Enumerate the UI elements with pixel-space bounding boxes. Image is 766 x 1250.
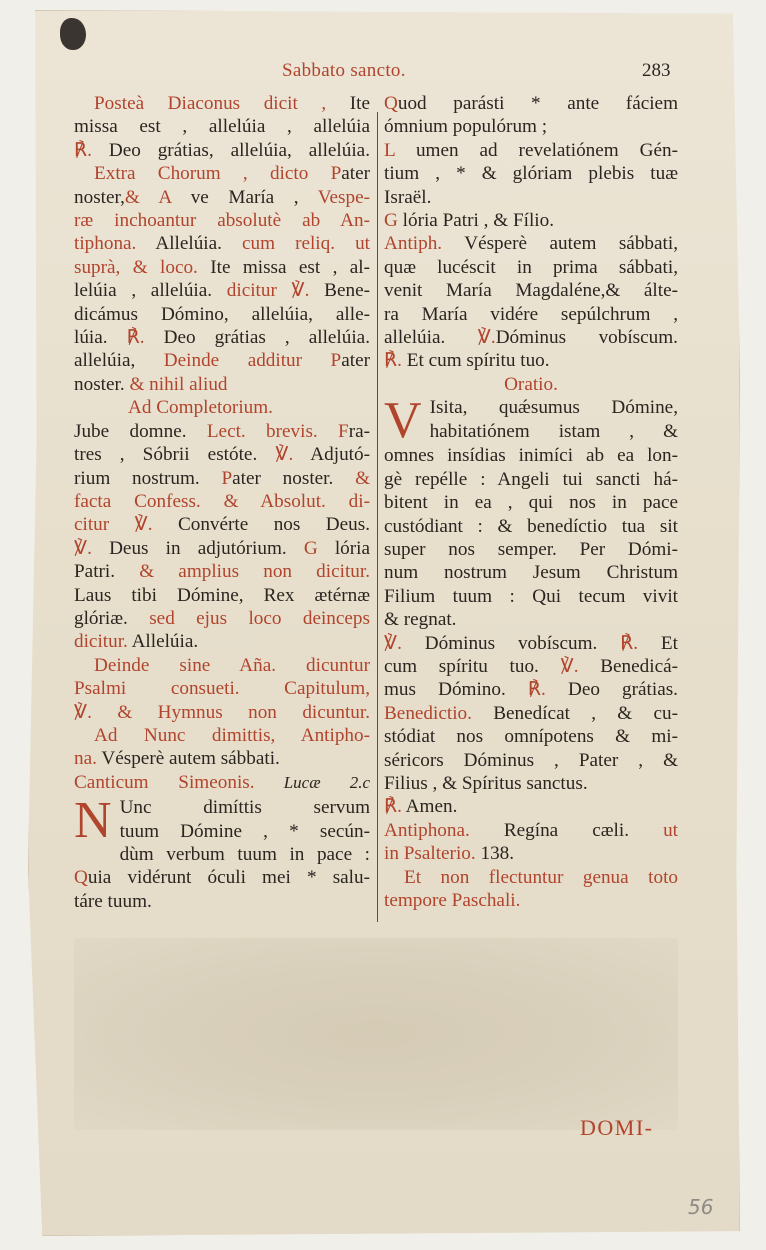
text-line: [74, 209, 370, 232]
body-text: lelúia , allelúia.: [74, 280, 213, 302]
rubric-text: P: [302, 350, 342, 372]
body-text: Allelúia.: [136, 233, 222, 255]
text-line: [384, 725, 678, 748]
body-text: ve María ,: [171, 186, 299, 208]
body-text: Vésperè autem sábbati.: [96, 748, 280, 770]
pencil-note: 56: [688, 1195, 714, 1219]
rubric-text: tiphona.: [74, 233, 137, 255]
text-line: [384, 749, 678, 772]
text-line: [74, 279, 370, 302]
canticle-lines: [74, 792, 370, 913]
page-number: 283: [642, 60, 671, 81]
catchword: DOMI-: [580, 1115, 654, 1140]
text-line: [74, 162, 370, 185]
rubric-text: citur ℣.: [74, 514, 153, 536]
body-text: lória: [317, 537, 370, 559]
text-line: [74, 866, 370, 889]
text-line: [74, 92, 370, 115]
body-text: tium , * & glóriam plebis tuæ: [384, 163, 678, 185]
text-line: [430, 396, 678, 419]
body-text: 138.: [475, 843, 515, 865]
body-text: Israël.: [384, 186, 432, 208]
oratio-block: [384, 392, 678, 450]
faded-vignette-area: [74, 938, 678, 1130]
text-line: [74, 607, 370, 630]
text-line: [74, 560, 370, 583]
body-text: lúia.: [74, 327, 108, 349]
body-text: noster,: [74, 186, 125, 208]
rubric-text: G: [384, 210, 398, 232]
text-line: [384, 561, 678, 584]
rubric-text: facta Confess. & Absolut. di-: [74, 490, 370, 512]
text-line: [384, 632, 678, 655]
rubric-text: ræ inchoantur absolutè ab An-: [74, 210, 370, 232]
body-text: uod parásti * ante fáciem: [397, 93, 678, 114]
body-text: ater noster.: [232, 467, 334, 489]
right-lines-bottom: [384, 444, 678, 912]
body-text: noster.: [74, 373, 125, 395]
rubric-text: P: [308, 163, 342, 185]
text-line: [384, 608, 678, 631]
rubric-text: ℟.: [384, 350, 402, 372]
text-line: [74, 701, 370, 724]
text-line: [384, 279, 678, 302]
body-text: bitent in ea , qui nos in pace: [384, 492, 678, 514]
drop-cap-n: N: [74, 792, 112, 850]
body-text: tuum Dómine , * secún-: [119, 820, 370, 842]
rubric-text: tempore Paschali.: [384, 890, 521, 911]
body-text: ater: [341, 163, 370, 185]
rubric-text: dicitur.: [74, 631, 128, 653]
body-text: gè repélle : Angeli tui sancti há-: [384, 468, 678, 490]
text-line: [430, 420, 678, 443]
text-line: [384, 538, 678, 561]
body-text: Filius , & Spíritus sanctus.: [384, 772, 588, 794]
rubric-text: ℟.: [74, 139, 92, 161]
text-line: [384, 491, 678, 514]
rubric-text: Antiph.: [384, 233, 443, 255]
rubric-text: ℣.: [538, 655, 579, 677]
body-text: Deo grátias , allelúia.: [144, 327, 370, 349]
text-line: [384, 115, 678, 138]
body-text: Dóminus vobíscum.: [495, 327, 678, 349]
body-text: habitatiónem istam , &: [429, 420, 678, 442]
body-text: Et cum spíritu tuo.: [401, 350, 550, 372]
text-line: [74, 186, 370, 209]
body-text: venit María Magdaléne,& álte-: [384, 280, 678, 302]
body-text: rium nostrum.: [74, 467, 200, 489]
body-text: Patri.: [74, 561, 116, 583]
text-line: [384, 702, 678, 725]
text-line: [74, 467, 370, 490]
text-line: [384, 795, 678, 818]
text-line: [74, 349, 370, 372]
body-text: missa est , allelúia , allelúia: [74, 116, 370, 138]
body-text: tres , Sóbrii estóte.: [74, 444, 258, 466]
left-column: [74, 92, 370, 913]
rubric-text: ℣.: [384, 632, 402, 654]
rubric-text: Canticum Simeonis.: [74, 771, 255, 793]
rubric-text: Q: [384, 93, 398, 114]
body-text: Convérte nos Deus.: [152, 514, 370, 536]
text-line: [384, 655, 678, 678]
body-text: Deo grátias.: [545, 679, 678, 701]
rubric-text: cum reliq. ut: [221, 233, 370, 255]
body-text: Vésperè autem sábbati,: [442, 233, 678, 255]
rubric-text: Et non flectuntur genua toto: [404, 866, 678, 888]
body-text: & regnat.: [384, 609, 457, 631]
text-line: [74, 443, 370, 466]
text-line: [74, 654, 370, 677]
rubric-text: Benedictio.: [384, 702, 472, 724]
text-line: [74, 724, 370, 747]
body-text: séricors Dóminus , Pater , &: [384, 749, 678, 771]
text-line: [384, 92, 678, 115]
rubric-text: Ad Nunc dimittis, Antipho-: [94, 724, 370, 746]
rubric-text: ℟.: [505, 679, 546, 701]
body-text: Benedicá-: [578, 655, 678, 677]
rubric-text: &: [333, 467, 370, 489]
body-text: Bene-: [309, 280, 370, 302]
canticle-block: [74, 792, 370, 913]
text-line: [384, 326, 678, 349]
rubric-text: L: [384, 139, 396, 161]
body-text: Deus in adjutórium.: [91, 537, 287, 559]
text-line: [384, 585, 678, 608]
body-text: dùm verbum tuum in pace :: [119, 844, 370, 865]
body-text: ra-: [348, 420, 370, 442]
right-column: [384, 92, 678, 912]
rubric-text: Ad Completorium.: [128, 397, 273, 419]
text-line: [74, 537, 370, 560]
body-text: glóriæ.: [74, 607, 128, 629]
text-line: [74, 513, 370, 536]
running-title: Sabbato sancto.: [282, 60, 406, 81]
rubric-text: Oratio.: [504, 373, 558, 395]
drop-cap-v: V: [384, 392, 422, 450]
text-line: [74, 420, 370, 443]
body-text: allelúia,: [74, 350, 136, 372]
text-line: [120, 843, 370, 866]
text-line: [74, 630, 370, 653]
rubric-text: G: [286, 537, 318, 559]
rubric-text: Extra Chorum , dicto: [94, 163, 309, 185]
rubric-text: Psalmi consueti. Capitulum,: [74, 678, 370, 700]
rubric-text: ℣.: [257, 444, 294, 466]
text-line: [74, 771, 370, 794]
text-line: [74, 303, 370, 326]
body-text: cum spíritu tuo.: [384, 655, 539, 677]
body-text: Benedícat , & cu-: [471, 702, 678, 724]
text-line: [74, 373, 370, 396]
body-text: super nos semper. Per Dómi-: [384, 538, 678, 560]
rubric-text: ℣.: [74, 537, 92, 559]
text-line: [384, 515, 678, 538]
text-line: [74, 396, 370, 419]
text-line: [384, 162, 678, 185]
rubric-text: sed ejus loco deinceps: [127, 607, 370, 629]
rubric-text: Deinde sine Aña. dicuntur: [94, 654, 370, 676]
text-line: [74, 115, 370, 138]
oratio-lines: [384, 392, 678, 450]
body-text: num nostrum Jesum Christum: [384, 562, 678, 584]
rubric-text: Deinde additur: [135, 350, 303, 372]
body-text: Dóminus vobíscum.: [401, 632, 598, 654]
text-line: [74, 326, 370, 349]
body-text: lória Patri , & Fílio.: [397, 210, 555, 232]
text-line: [384, 139, 678, 162]
body-text: mus Dómino.: [384, 679, 506, 701]
body-text: custódiant : & benedíctio tua sit: [384, 515, 678, 537]
body-text: Deo grátias, allelúia, allelúia.: [91, 139, 370, 161]
ink-stain: [60, 18, 86, 50]
text-line: [384, 373, 678, 396]
rubric-text: F: [317, 420, 349, 442]
right-lines-top: [384, 92, 678, 396]
rubric-text: Posteà Diaconus dicit ,: [94, 93, 327, 114]
text-line: [384, 232, 678, 255]
rubric-text: & nihil aliud: [124, 373, 228, 395]
text-line: [74, 490, 370, 513]
body-text: táre tuum.: [74, 890, 152, 912]
rubric-text: Antiphona.: [384, 819, 470, 841]
text-line: [384, 209, 678, 232]
text-line: [74, 584, 370, 607]
body-text: dicámus Dómino, allelúia, alle-: [74, 303, 370, 325]
text-line: [384, 889, 678, 912]
rubric-text: ℣.: [445, 327, 496, 349]
rubric-text: na.: [74, 748, 97, 770]
text-line: [384, 866, 678, 889]
text-line: [74, 232, 370, 255]
body-text: Adjutó-: [293, 444, 370, 466]
rubric-text: ut: [629, 819, 678, 841]
text-line: [384, 444, 678, 467]
rubric-text: & A: [124, 186, 172, 208]
text-line: [384, 349, 678, 372]
text-line: [120, 820, 370, 843]
body-text: omnes insídias inimíci ab ea lon-: [384, 445, 678, 467]
body-text: Jube domne.: [74, 420, 187, 442]
rubric-text: ℟.: [107, 327, 145, 349]
text-line: [384, 468, 678, 491]
body-text: uia vidérunt óculi mei * salu-: [87, 867, 370, 889]
body-text: ater: [341, 350, 370, 372]
rubric-text: ℣. & Hymnus non dicuntur.: [74, 701, 370, 723]
text-line: [74, 139, 370, 162]
rubric-text: Lect. brevis.: [186, 420, 318, 442]
rubric-text: suprà, & loco.: [74, 256, 198, 278]
body-text: Allelúia.: [127, 631, 199, 653]
body-text: ómnium populórum ;: [384, 116, 548, 138]
rubric-text: & amplius non dicitur.: [115, 561, 370, 583]
rubric-text: ℟.: [597, 632, 639, 654]
body-text: Lucæ 2.c: [254, 772, 370, 792]
text-line: [384, 678, 678, 701]
text-line: [384, 303, 678, 326]
rubric-text: Vespe-: [298, 186, 370, 208]
body-text: Filium tuum : Qui tecum vivit: [384, 585, 678, 607]
body-text: Amen.: [401, 796, 458, 818]
text-line: [384, 256, 678, 279]
text-line: [384, 819, 678, 842]
body-text: quæ lucéscit in prima sábbati,: [384, 256, 678, 278]
rubric-text: dicitur ℣.: [212, 280, 310, 302]
rubric-text: ℟.: [384, 796, 402, 818]
text-line: [384, 186, 678, 209]
text-line: [74, 747, 370, 770]
body-text: Unc dimíttis servum: [119, 797, 370, 819]
body-text: Laus tibi Dómine, Rex ætérnæ: [74, 584, 370, 606]
body-text: umen ad revelatiónem Gén-: [395, 139, 678, 161]
text-line: [74, 677, 370, 700]
text-line: [384, 772, 678, 795]
body-text: Isita, quǽsumus Dómine,: [429, 397, 678, 419]
body-text: stódiat nos omnípotens & mi-: [384, 726, 678, 748]
body-text: Et: [638, 632, 678, 654]
body-text: Ite missa est , al-: [197, 256, 370, 278]
body-text: Regína cæli.: [469, 819, 630, 841]
text-line: [384, 842, 678, 865]
rubric-text: P: [199, 467, 233, 489]
column-divider: [377, 112, 378, 922]
rubric-text: Q: [74, 867, 88, 889]
rubric-text: in Psalterio.: [384, 843, 476, 865]
body-text: allelúia.: [384, 327, 446, 349]
text-line: [74, 890, 370, 913]
left-lines: [74, 92, 370, 794]
body-text: ra María vidére sepúlchrum ,: [384, 303, 678, 325]
text-line: [74, 256, 370, 279]
body-text: Ite: [326, 93, 370, 114]
text-line: [120, 796, 370, 819]
